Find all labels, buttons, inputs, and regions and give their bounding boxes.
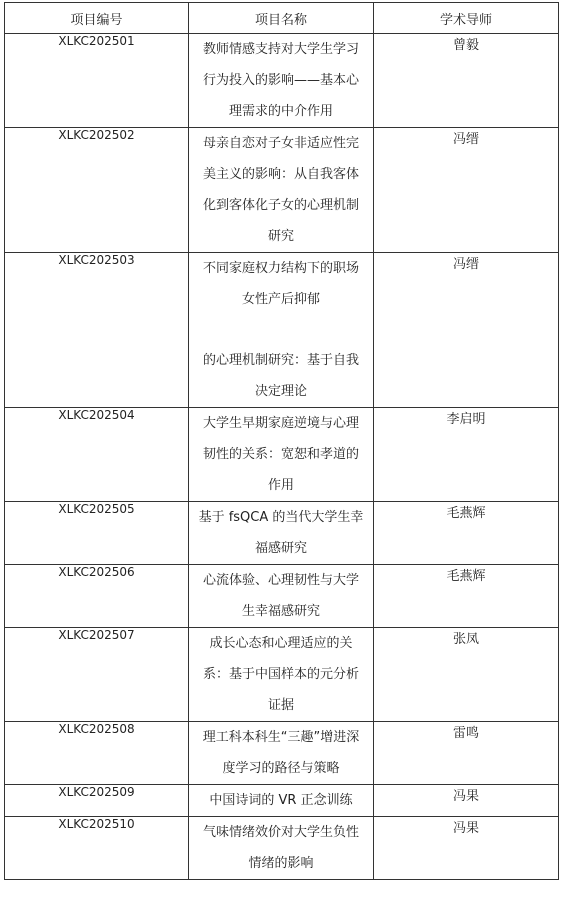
title-gap (193, 315, 369, 345)
header-advisor: 学术导师 (374, 3, 559, 34)
project-code: XLKC202501 (5, 34, 189, 128)
project-title-line: 的心理机制研究：基于自我 (202, 353, 359, 368)
project-code: XLKC202508 (5, 722, 189, 785)
advisor-name: 冯果 (374, 817, 559, 880)
project-title (189, 722, 374, 785)
table-row (5, 565, 559, 628)
project-code: XLKC202506 (5, 565, 189, 628)
table-row (5, 722, 559, 785)
project-code: XLKC202507 (5, 628, 189, 722)
project-title-line: 理需求的中介作用 (228, 104, 333, 119)
project-title-line: 化到客体化子女的心理机制 (202, 198, 359, 213)
project-title-line: 大学生早期家庭逆境与心理 (202, 416, 359, 431)
project-code: XLKC202503 (5, 253, 189, 408)
table-row (5, 253, 559, 408)
table-row (5, 502, 559, 565)
project-title (189, 408, 374, 502)
project-title-line: 中国诗词的 VR 正念训练 (209, 793, 353, 808)
project-title-line: 女性产后抑郁 (241, 292, 320, 307)
table-row (5, 408, 559, 502)
project-title-line: 决定理论 (254, 384, 307, 399)
project-title (189, 817, 374, 880)
project-title-line: 基于 fsQCA 的当代大学生幸 (198, 510, 364, 525)
advisor-name: 张凤 (374, 628, 559, 722)
advisor-name: 毛燕辉 (374, 565, 559, 628)
project-code: XLKC202509 (5, 785, 189, 817)
project-title-line: 韧性的关系：宽恕和孝道的 (202, 447, 359, 462)
project-title (189, 128, 374, 253)
advisor-name: 冯果 (374, 785, 559, 817)
project-code: XLKC202510 (5, 817, 189, 880)
table-body (5, 34, 559, 880)
project-table (4, 2, 559, 880)
project-title-line: 度学习的路径与策略 (222, 761, 340, 776)
project-title-line: 证据 (267, 698, 294, 713)
advisor-name: 雷鸣 (374, 722, 559, 785)
project-title-line: 福感研究 (254, 541, 307, 556)
advisor-name: 冯缙 (374, 128, 559, 253)
advisor-name: 冯缙 (374, 253, 559, 408)
table-row (5, 817, 559, 880)
project-title-line: 系：基于中国样本的元分析 (202, 667, 359, 682)
project-title (189, 253, 374, 408)
project-title (189, 502, 374, 565)
project-title-line: 不同家庭权力结构下的职场 (202, 261, 359, 276)
project-title-line: 生幸福感研究 (241, 604, 320, 619)
project-title (189, 628, 374, 722)
project-title-line: 行为投入的影响——基本心 (202, 73, 359, 88)
table-header (5, 3, 559, 34)
advisor-name: 毛燕辉 (374, 502, 559, 565)
project-title-line: 作用 (267, 478, 294, 493)
project-title-line: 母亲自恋对子女非适应性完 (202, 136, 359, 151)
project-title (189, 565, 374, 628)
project-title-line: 成长心态和心理适应的关 (209, 636, 353, 651)
project-title (189, 34, 374, 128)
table-row (5, 34, 559, 128)
header-code: 项目编号 (5, 3, 189, 34)
project-code: XLKC202505 (5, 502, 189, 565)
table-row (5, 128, 559, 253)
project-title-line: 理工科本科生“三趣”增进深 (202, 730, 360, 745)
advisor-name: 曾毅 (374, 34, 559, 128)
project-title-line: 研究 (267, 229, 294, 244)
header-title: 项目名称 (189, 3, 374, 34)
project-title (189, 785, 374, 817)
header-row (5, 3, 559, 34)
table-row (5, 785, 559, 817)
advisor-name: 李启明 (374, 408, 559, 502)
project-title-line: 气味情绪效价对大学生负性 (202, 825, 359, 840)
project-title-line: 心流体验、心理韧性与大学 (202, 573, 359, 588)
project-code: XLKC202504 (5, 408, 189, 502)
project-code: XLKC202502 (5, 128, 189, 253)
project-title-line: 教师情感支持对大学生学习 (202, 42, 359, 57)
table-row (5, 628, 559, 722)
project-title-line: 情绪的影响 (248, 856, 314, 871)
project-title-line: 美主义的影响：从自我客体 (202, 167, 359, 182)
